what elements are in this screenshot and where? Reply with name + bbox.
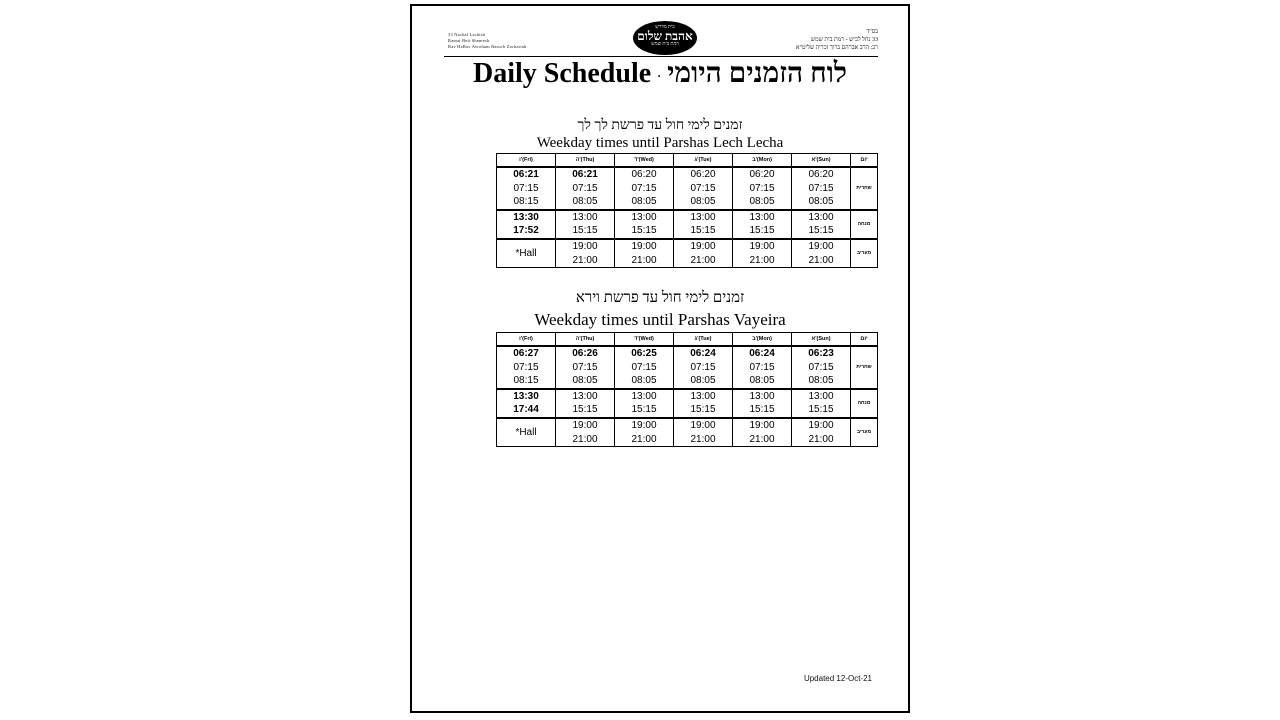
time-cell: 08:05 — [556, 374, 615, 389]
column-header: ד'(Wed) — [615, 333, 674, 347]
time-cell: 21:00 — [792, 254, 851, 268]
time-cell: 07:15 — [674, 361, 733, 375]
table-row — [497, 418, 878, 433]
time-cell: 19:00 — [792, 239, 851, 254]
time-cell: 08:05 — [556, 195, 615, 210]
time-cell: 08:05 — [674, 374, 733, 389]
time-cell: 17:44 — [497, 403, 556, 418]
time-cell: 06:23 — [792, 346, 851, 361]
time-cell: 06:21 — [497, 167, 556, 182]
row-label-shacharis: שחרית — [851, 167, 878, 210]
column-header: ה'(Thu) — [556, 333, 615, 347]
row-label-shacharis: שחרית — [851, 346, 878, 389]
time-cell: 21:00 — [733, 254, 792, 268]
time-cell: 13:00 — [674, 210, 733, 225]
title-separator: · — [657, 68, 662, 83]
time-cell: 06:25 — [615, 346, 674, 361]
time-cell: 13:00 — [556, 210, 615, 225]
time-cell: 15:15 — [792, 403, 851, 418]
time-cell: 07:15 — [556, 361, 615, 375]
time-cell: 21:00 — [615, 254, 674, 268]
time-cell: 08:05 — [733, 374, 792, 389]
time-cell: 21:00 — [792, 433, 851, 447]
address-line: רב: הרב אברהם ברוך זכריה שליט"א — [795, 45, 878, 51]
time-cell: 15:15 — [674, 403, 733, 418]
time-cell: 06:27 — [497, 346, 556, 361]
address-line: 33 Nachal Lachish — [448, 32, 486, 37]
time-cell: 17:52 — [497, 224, 556, 239]
time-cell: 08:05 — [733, 195, 792, 210]
time-cell: 19:00 — [733, 418, 792, 433]
time-cell: 13:00 — [792, 210, 851, 225]
logo — [633, 21, 697, 55]
column-header: יום — [851, 333, 878, 347]
table-row — [497, 361, 878, 375]
time-cell: 13:30 — [497, 389, 556, 404]
time-cell: 07:15 — [674, 182, 733, 196]
time-cell: 07:15 — [792, 361, 851, 375]
column-header: ו'(Fri) — [497, 333, 556, 347]
time-cell: 19:00 — [615, 239, 674, 254]
table-header-row — [497, 333, 878, 347]
time-cell: 15:15 — [615, 224, 674, 239]
time-cell: 19:00 — [674, 239, 733, 254]
time-cell: 21:00 — [733, 433, 792, 447]
time-cell: 13:00 — [733, 210, 792, 225]
time-cell: 13:00 — [615, 389, 674, 404]
fri-maariv-note: *Hall — [497, 239, 556, 268]
time-cell: 19:00 — [556, 239, 615, 254]
time-cell: 07:15 — [733, 182, 792, 196]
column-header: ג'(Tue) — [674, 333, 733, 347]
time-cell: 19:00 — [674, 418, 733, 433]
time-cell: 07:15 — [497, 182, 556, 196]
time-cell: 13:00 — [733, 389, 792, 404]
table-row — [497, 374, 878, 389]
logo-line: רמת בית שמש — [651, 42, 679, 47]
time-cell: 07:15 — [792, 182, 851, 196]
table-row — [497, 389, 878, 404]
column-header: ב'(Mon) — [733, 333, 792, 347]
address-line: Ramat Beit Shemesh — [448, 38, 490, 43]
address-line: בס"ד — [866, 29, 878, 35]
title-hebrew: לוח הזמנים היומי — [667, 58, 847, 89]
column-header: א'(Sun) — [792, 333, 851, 347]
table-row — [497, 224, 878, 239]
table-row — [497, 346, 878, 361]
time-cell: 06:20 — [674, 167, 733, 182]
time-cell: 08:05 — [792, 195, 851, 210]
section-2-heading-english: Weekday times until Parshas Vayeira — [534, 310, 786, 329]
time-cell: 13:00 — [792, 389, 851, 404]
time-cell: 08:15 — [497, 374, 556, 389]
address-line: Rav HaRav Avroham Baruch Zachariah — [448, 44, 527, 49]
section-1-heading-hebrew: זמנים לימי חול עד פרשת לך לך — [577, 118, 743, 133]
time-cell: 07:15 — [733, 361, 792, 375]
table-row — [497, 195, 878, 210]
column-header: ב'(Mon) — [733, 154, 792, 168]
address-hebrew — [796, 28, 878, 52]
time-cell: 21:00 — [674, 254, 733, 268]
time-cell: 06:20 — [615, 167, 674, 182]
time-cell: 21:00 — [556, 433, 615, 447]
time-cell: 15:15 — [556, 224, 615, 239]
address-english — [448, 32, 526, 50]
time-cell: 13:00 — [615, 210, 674, 225]
time-cell: 15:15 — [674, 224, 733, 239]
logo-name: אהבת שלום — [637, 29, 693, 43]
time-cell: 15:15 — [733, 403, 792, 418]
time-cell: 19:00 — [615, 418, 674, 433]
schedule-table-1 — [496, 153, 878, 268]
time-cell: 06:24 — [733, 346, 792, 361]
section-1-heading-english: Weekday times until Parshas Lech Lecha — [536, 135, 784, 151]
time-cell: 13:00 — [674, 389, 733, 404]
logo-line: בית מדרש — [655, 25, 675, 30]
time-cell: 08:05 — [792, 374, 851, 389]
time-cell: 08:05 — [615, 374, 674, 389]
time-cell: 06:26 — [556, 346, 615, 361]
column-header: ג'(Tue) — [674, 154, 733, 168]
time-cell: 06:20 — [792, 167, 851, 182]
time-cell: 19:00 — [556, 418, 615, 433]
table-row — [497, 403, 878, 418]
schedule-page — [410, 4, 910, 713]
table-header-row — [497, 154, 878, 168]
time-cell: 07:15 — [497, 361, 556, 375]
time-cell: 19:00 — [792, 418, 851, 433]
time-cell: 19:00 — [733, 239, 792, 254]
time-cell: 06:24 — [674, 346, 733, 361]
time-cell: 08:15 — [497, 195, 556, 210]
time-cell: 15:15 — [556, 403, 615, 418]
row-label-mincha: מנחה — [851, 389, 878, 418]
time-cell: 07:15 — [556, 182, 615, 196]
fri-maariv-note: *Hall — [497, 418, 556, 447]
time-cell: 06:21 — [556, 167, 615, 182]
column-header: ו'(Fri) — [497, 154, 556, 168]
time-cell: 08:05 — [674, 195, 733, 210]
time-cell: 15:15 — [615, 403, 674, 418]
time-cell: 13:00 — [556, 389, 615, 404]
table-row — [497, 182, 878, 196]
page-title — [412, 57, 908, 93]
time-cell: 21:00 — [615, 433, 674, 447]
time-cell: 15:15 — [792, 224, 851, 239]
address-line: 33 נחל לכיש - רמת בית שמש — [810, 37, 878, 43]
title-english: Daily Schedule — [473, 58, 652, 89]
time-cell: 13:30 — [497, 210, 556, 225]
updated-date: Updated 12-Oct-21 — [803, 674, 872, 683]
table-row — [497, 239, 878, 254]
time-cell: 07:15 — [615, 361, 674, 375]
time-cell: 07:15 — [615, 182, 674, 196]
time-cell: 06:20 — [733, 167, 792, 182]
row-label-maariv: מעריב — [851, 239, 878, 268]
column-header: יום — [851, 154, 878, 168]
section-2-heading-hebrew: זמנים לימי חול עד פרשת וירא — [575, 290, 745, 306]
time-cell: 15:15 — [733, 224, 792, 239]
row-label-maariv: מעריב — [851, 418, 878, 447]
table-row — [497, 167, 878, 182]
column-header: ה'(Thu) — [556, 154, 615, 168]
time-cell: 08:05 — [615, 195, 674, 210]
time-cell: 21:00 — [674, 433, 733, 447]
time-cell: 21:00 — [556, 254, 615, 268]
column-header: ד'(Wed) — [615, 154, 674, 168]
column-header: א'(Sun) — [792, 154, 851, 168]
schedule-table-2 — [496, 332, 878, 447]
row-label-mincha: מנחה — [851, 210, 878, 239]
table-row — [497, 210, 878, 225]
